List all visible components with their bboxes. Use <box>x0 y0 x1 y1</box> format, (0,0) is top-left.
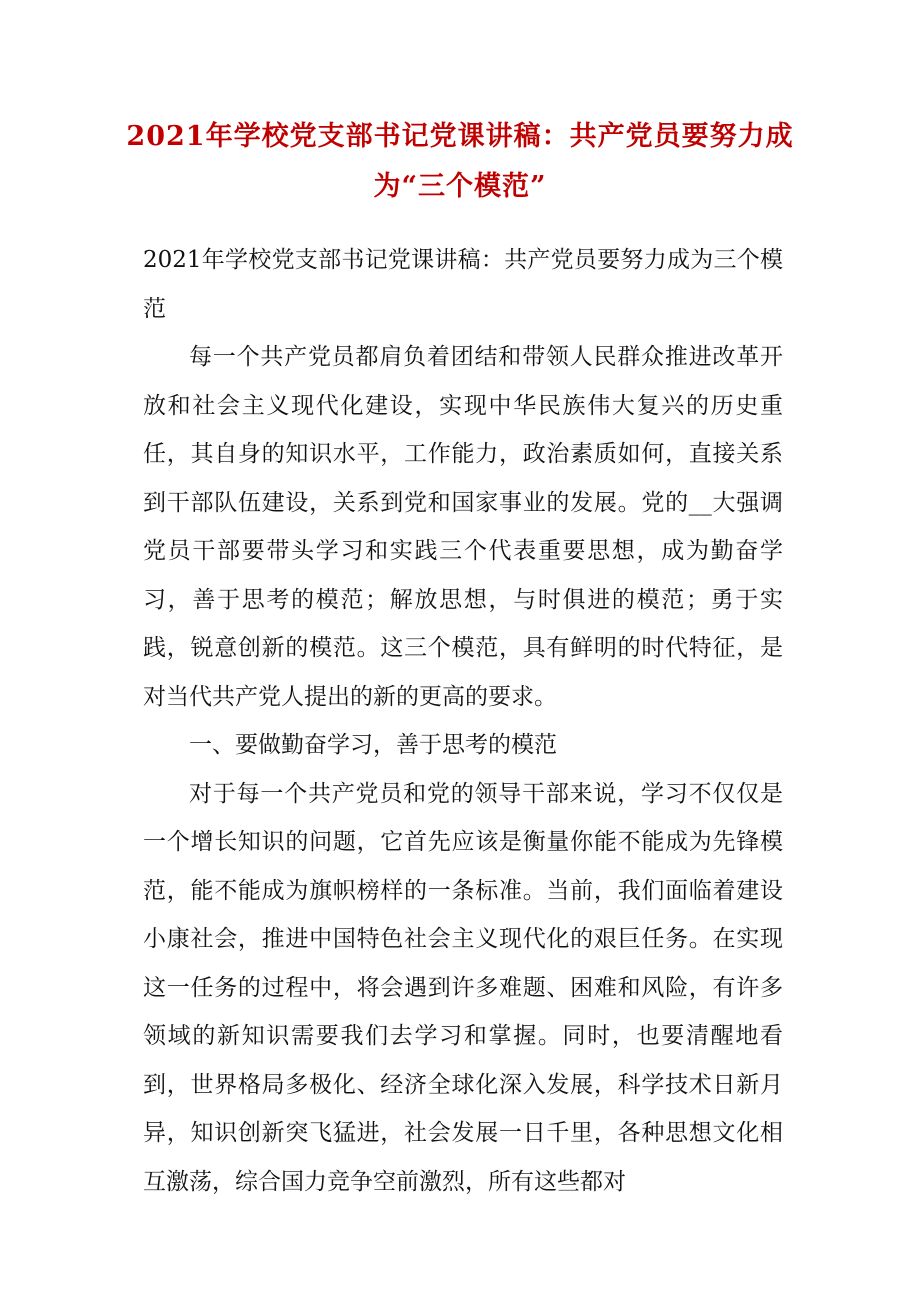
document-subtitle: 2021年学校党支部书记党课讲稿：共产党员要努力成为三个模范 <box>143 247 783 322</box>
paragraph-intro: 每一个共产党员都肩负着团结和带领人民群众推进改革开放和社会主义现代化建设，实现中华民族伟大复兴的历史重任，其自身的知识水平，工作能力，政治素质如何，直接关系到干部队伍建设，关系到党和国家事业的发展。党的__大强调党员干部要带头学习和实践三个代表重要思想，成为勤奋学习，善于思考的模范；解放思想，与时俱进的模范；勇于实践，锐意创新的模范。这三个模范，具有鲜明的时代特征，是对当代共产党人提出的新的更高的要求。 <box>143 344 783 710</box>
paragraph-section-1: 对于每一个共产党员和党的领导干部来说，学习不仅仅是一个增长知识的问题，它首先应该是衡量你能不能成为先锋模范，能不能成为旗帜榜样的一条标准。当前，我们面临着建设小康社会，推进中国特色社会主义现代化的艰巨任务。在实现这一任务的过程中，将会遇到许多难题、困难和风险，有许多领域的新知识需要我们去学习和掌握。同时，也要清醒地看到，世界格局多极化、经济全球化深入发展，科学技术日新月异，知识创新突飞猛进，社会发展一日千里，各种思想文化相互激荡，综合国力竞争空前激烈，所有这些都对 <box>143 780 783 1195</box>
section-heading-1: 一、要做勤奋学习，善于思考的模范 <box>189 732 557 758</box>
document-title: 2021年学校党支部书记党课讲稿：共产党员要努力成为“三个模范” <box>126 121 794 202</box>
document-body <box>143 236 783 1206</box>
